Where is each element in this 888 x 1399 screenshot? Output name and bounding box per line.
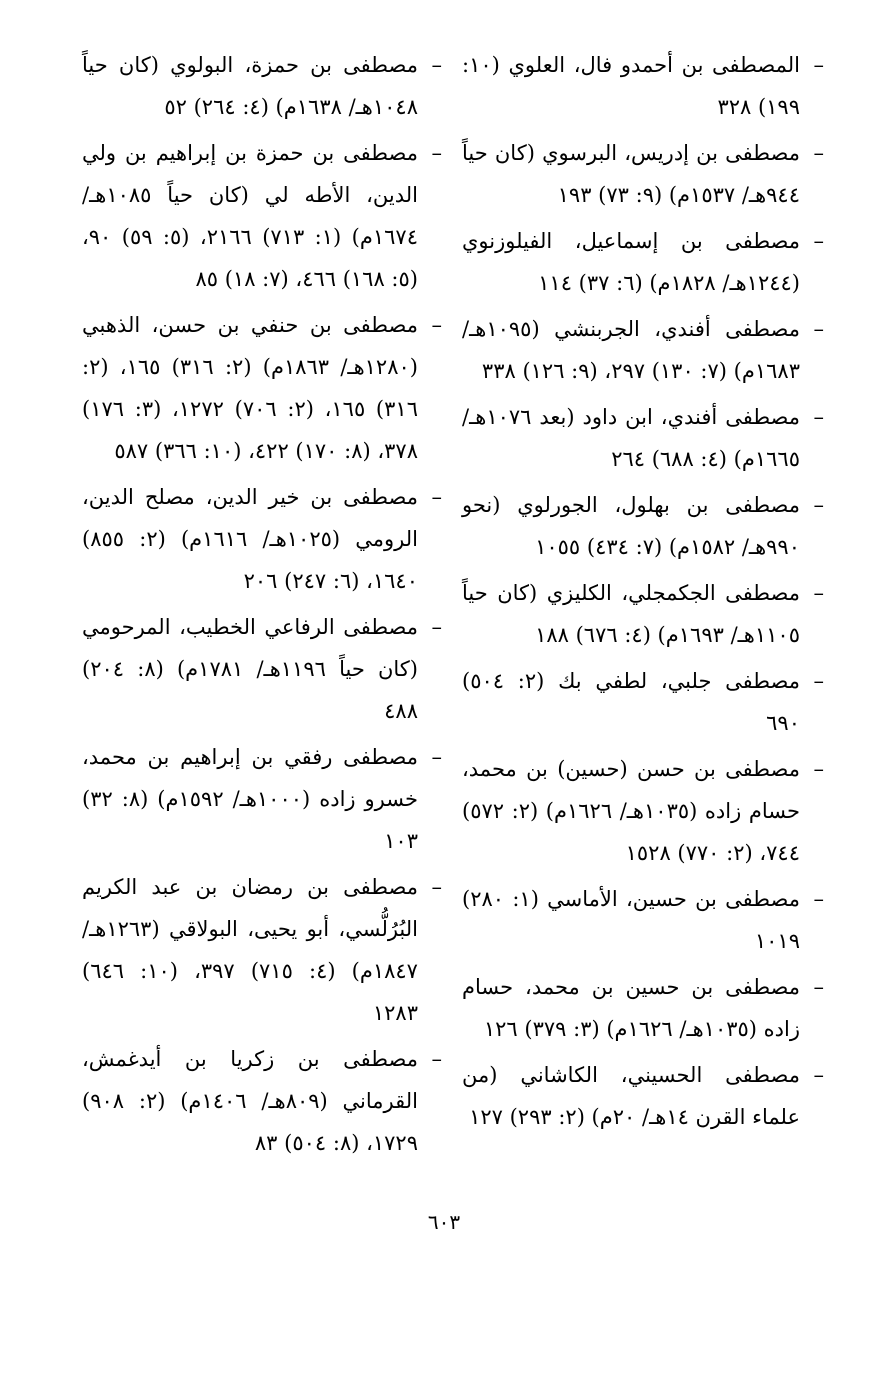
entry-text: مصطفى رفقي بن إبراهيم بن محمد، خسرو زاده (١٠٠٠هـ/ ١٥٩٢م) (٨: ٣٢) ١٠٣ xyxy=(82,745,418,853)
index-entry xyxy=(82,736,442,862)
entry-dash: – xyxy=(431,875,442,899)
entry-text: مصطفى بن حنفي بن حسن، الذهبي (١٢٨٠هـ/ ١٨٦٣م) (٢: ٣١٦) ١٦٥، (٢: ٣١٦) ١٦٥، (٢: ٧٠٦) ١٢٧٢، (٣: ١٧٦) ٣٧٨، (٨: ١٧٠) ٤٢٢، (١٠: ٣٦٦) ٥٨٧ xyxy=(82,313,418,463)
entry-dash: – xyxy=(813,887,824,911)
entry-dash: – xyxy=(813,493,824,517)
entry-text: مصطفى بن بهلول، الجورلوي (نحو ٩٩٠هـ/ ١٥٨٢م) (٧: ٤٣٤) ١٠٥٥ xyxy=(462,493,800,559)
index-entry xyxy=(462,132,824,216)
index-entry xyxy=(82,866,442,1034)
index-entry xyxy=(462,44,824,128)
index-entry xyxy=(82,44,442,128)
entry-text: مصطفى أفندي، الجربنشي (١٠٩٥هـ/ ١٦٨٣م) (٧: ١٣٠) ٢٩٧، (٩: ١٢٦) ٣٣٨ xyxy=(462,317,800,383)
index-entry xyxy=(82,476,442,602)
entry-text: مصطفى بن زكريا بن أيدغمش، القرماني (٨٠٩هـ/ ١٤٠٦م) (٢: ٩٠٨) ١٧٢٩، (٨: ٥٠٤) ٨٣ xyxy=(82,1047,418,1155)
page-number: ٦٠٣ xyxy=(427,1210,461,1234)
entry-dash: – xyxy=(813,1063,824,1087)
index-entry xyxy=(462,1054,824,1138)
entry-text: المصطفى بن أحمدو فال، العلوي (١٠: ١٩٩) ٣٢٨ xyxy=(462,53,800,119)
entry-text: مصطفى الرفاعي الخطيب، المرحومي (كان حياً ١١٩٦هـ/ ١٧٨١م) (٨: ٢٠٤) ٤٨٨ xyxy=(82,615,418,723)
entry-dash: – xyxy=(431,53,442,77)
entry-text: مصطفى بن حسين، الأماسي (١: ٢٨٠) ١٠١٩ xyxy=(462,887,800,953)
index-entry xyxy=(462,878,824,962)
entry-dash: – xyxy=(813,669,824,693)
entry-text: مصطفى بن حمزة بن إبراهيم بن ولي الدين، الأطه لي (كان حياً ١٠٨٥هـ/ ١٦٧٤م) (١: ٧١٣) ٢١٦٦، (٥: ٥٩) ٩٠، (٥: ١٦٨) ٤٦٦، (٧: ١٨) ٨٥ xyxy=(82,141,418,291)
entry-dash: – xyxy=(813,975,824,999)
entry-dash: – xyxy=(431,485,442,509)
entry-dash: – xyxy=(431,745,442,769)
entry-dash: – xyxy=(813,53,824,77)
index-entry xyxy=(82,132,442,300)
entry-dash: – xyxy=(813,405,824,429)
entry-text: مصطفى الجكمجلي، الكليزي (كان حياً ١١٠٥هـ/ ١٦٩٣م) (٤: ٦٧٦) ١٨٨ xyxy=(462,581,800,647)
entry-text: مصطفى جلبي، لطفي بك (٢: ٥٠٤) ٦٩٠ xyxy=(462,669,800,735)
entry-dash: – xyxy=(431,141,442,165)
index-entry xyxy=(462,660,824,744)
entry-dash: – xyxy=(813,141,824,165)
index-entry xyxy=(462,572,824,656)
index-entry xyxy=(82,1038,442,1164)
index-entry xyxy=(462,396,824,480)
entry-text: مصطفى بن حسن (حسين) بن محمد، حسام زاده (١٠٣٥هـ/ ١٦٢٦م) (٢: ٥٧٢) ٧٤٤، (٢: ٧٧٠) ١٥٢٨ xyxy=(462,757,800,865)
entry-dash: – xyxy=(431,313,442,337)
left-column xyxy=(82,44,442,1168)
entry-text: مصطفى أفندي، ابن داود (بعد ١٠٧٦هـ/ ١٦٦٥م) (٤: ٦٨٨) ٢٦٤ xyxy=(462,405,800,471)
entry-text: مصطفى بن رمضان بن عبد الكريم البُرُلُّسي، أبو يحيى، البولاقي (١٢٦٣هـ/ ١٨٤٧م) (٤: ٧١٥) ٣٩٧، (١٠: ٦٤٦) ١٢٨٣ xyxy=(82,875,418,1025)
entry-text: مصطفى الحسيني، الكاشاني (من علماء القرن ١٤هـ/ ٢٠م) (٢: ٢٩٣) ١٢٧ xyxy=(462,1063,800,1129)
entry-text: مصطفى بن إسماعيل، الفيلوزنوي (١٢٤٤هـ/ ١٨٢٨م) (٦: ٣٧) ١١٤ xyxy=(462,229,800,295)
index-entry xyxy=(82,304,442,472)
index-entry xyxy=(462,966,824,1050)
index-entry xyxy=(82,606,442,732)
entry-dash: – xyxy=(813,229,824,253)
right-column xyxy=(462,44,824,1142)
index-entry xyxy=(462,484,824,568)
entry-dash: – xyxy=(431,1047,442,1071)
entry-dash: – xyxy=(431,615,442,639)
entry-text: مصطفى بن خير الدين، مصلح الدين، الرومي (١٠٢٥هـ/ ١٦١٦م) (٢: ٨٥٥) ١٦٤٠، (٦: ٢٤٧) ٢٠٦ xyxy=(82,485,418,593)
entry-text: مصطفى بن حسين بن محمد، حسام زاده (١٠٣٥هـ/ ١٦٢٦م) (٣: ٣٧٩) ١٢٦ xyxy=(462,975,800,1041)
entry-text: مصطفى بن إدريس، البرسوي (كان حياً ٩٤٤هـ/ ١٥٣٧م) (٩: ٧٣) ١٩٣ xyxy=(462,141,800,207)
entry-dash: – xyxy=(813,581,824,605)
entry-dash: – xyxy=(813,757,824,781)
index-entry xyxy=(462,308,824,392)
entry-dash: – xyxy=(813,317,824,341)
index-entry xyxy=(462,748,824,874)
index-entry xyxy=(462,220,824,304)
entry-text: مصطفى بن حمزة، البولوي (كان حياً ١٠٤٨هـ/ ١٦٣٨م) (٤: ٢٦٤) ٥٢ xyxy=(82,53,418,119)
